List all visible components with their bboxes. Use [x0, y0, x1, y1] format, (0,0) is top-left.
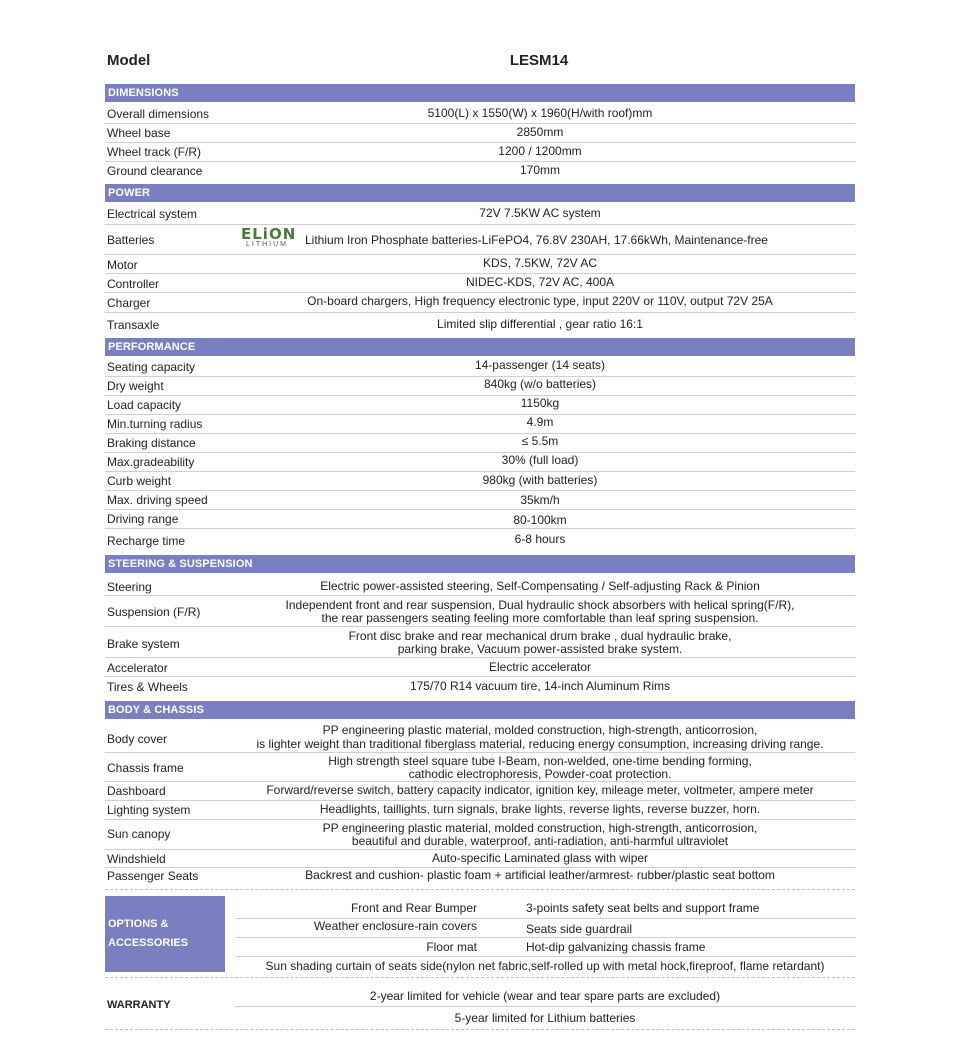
row-label: Min.turning radius	[107, 417, 203, 431]
row-label: Transaxle	[107, 318, 160, 332]
option-item: Hot-dip galvanizing chassis frame	[526, 940, 706, 954]
options-row	[235, 957, 855, 976]
options-label-box	[105, 896, 225, 972]
row-value: 840kg (w/o batteries)	[483, 377, 597, 391]
row-speed	[105, 491, 855, 510]
row-label: Max.gradeability	[107, 455, 195, 469]
row-value-line2: beautiful and durable, waterproof, anti-radiation, anti-harmful ultraviolet	[351, 834, 729, 848]
row-value: Limited slip differential , gear ratio 16:1	[437, 317, 643, 331]
row-label: Steering	[107, 580, 152, 594]
row-electrical	[105, 203, 855, 225]
row-value: 175/70 R14 vacuum tire, 14-inch Aluminum Rims	[409, 679, 671, 693]
row-value: 6-8 hours	[514, 532, 566, 546]
option-item: Floor mat	[426, 940, 477, 954]
row-value-line1: Independent front and rear suspension, Dual hydraulic shock absorbers with helical spring(F/R),	[285, 598, 795, 612]
divider	[105, 889, 855, 890]
row-braking	[105, 434, 855, 453]
row-track	[105, 143, 855, 162]
warranty-battery: 5-year limited for Lithium batteries	[454, 1011, 636, 1025]
option-item: Seats side guardrail	[526, 922, 633, 936]
row-label: Brake system	[107, 637, 180, 651]
options-row	[235, 899, 855, 919]
warranty-row	[235, 986, 855, 1007]
row-value: ≤ 5.5m	[521, 434, 559, 448]
row-value: KDS, 7.5KW, 72V AC	[482, 256, 598, 270]
row-turning	[105, 415, 855, 434]
option-item: 3-points safety seat belts and support frame	[526, 901, 760, 915]
row-lighting	[105, 801, 855, 820]
logo-brand: ELiON	[241, 225, 297, 243]
model-label: Model	[107, 52, 151, 69]
row-value-line2: cathodic electrophoresis, Powder-coat protection.	[408, 767, 672, 781]
row-label: Controller	[107, 277, 160, 291]
row-value: Electric power-assisted steering, Self-Compensating / Self-adjusting Rack & Pinion	[320, 579, 760, 593]
row-label: Curb weight	[107, 474, 172, 488]
options-row	[235, 938, 855, 957]
row-motor	[105, 255, 855, 274]
row-label: Windshield	[107, 852, 166, 866]
option-item: Weather enclosure-rain covers	[313, 919, 477, 933]
row-seats	[105, 868, 855, 888]
row-value: 1200 / 1200mm	[498, 144, 582, 158]
row-label: Accelerator	[107, 661, 168, 675]
row-value-line2: is lighter weight than traditional fiberglass material, reducing energy consumption, increasing driving range.	[256, 737, 824, 751]
section-body: BODY & CHASSIS	[105, 701, 855, 719]
options-row	[235, 919, 855, 938]
row-value: On-board chargers, High frequency electronic type, input 220V or 110V, output 72V 25A	[307, 294, 773, 308]
row-label: Overall dimensions	[107, 107, 210, 121]
row-value: Auto-specific Laminated glass with wiper	[431, 851, 649, 865]
row-value-line2: parking brake, Vacuum power-assisted brake system.	[397, 642, 683, 656]
divider	[105, 977, 855, 978]
row-value: Electric accelerator	[488, 660, 592, 674]
row-value: Headlights, taillights, turn signals, brake lights, reverse lights, reverse buzzer, horn.	[319, 802, 761, 816]
options-label-line2: ACCESSORIES	[108, 937, 189, 949]
row-label: Wheel base	[107, 126, 171, 140]
row-value-line1: High strength steel square tube I-Beam, non-welded, one-time bending forming,	[328, 754, 752, 768]
row-value: 30% (full load)	[501, 453, 579, 467]
row-grade	[105, 453, 855, 472]
row-label: Load capacity	[107, 398, 182, 412]
row-transaxle	[105, 313, 855, 335]
row-suspension	[105, 596, 855, 627]
row-value: 5100(L) x 1550(W) x 1960(H/with roof)mm	[427, 106, 653, 120]
divider	[105, 1029, 855, 1030]
row-accelerator	[105, 658, 855, 677]
row-charger	[105, 293, 855, 313]
row-windshield	[105, 850, 855, 868]
row-value: 35km/h	[520, 493, 560, 507]
row-controller	[105, 274, 855, 293]
row-load	[105, 396, 855, 415]
warranty-label: WARRANTY	[107, 999, 171, 1011]
row-value-line1: Front disc brake and rear mechanical drum brake , dual hydraulic brake,	[348, 629, 732, 643]
row-value-line2: the rear passengers seating feeling more comfortable than leaf spring suspension.	[321, 611, 759, 625]
row-label: Max. driving speed	[107, 493, 208, 507]
row-label: Suspension (F/R)	[107, 605, 201, 619]
row-label: Seating capacity	[107, 360, 196, 374]
row-label: Motor	[107, 258, 138, 272]
row-value: 14-passenger (14 seats)	[474, 358, 606, 372]
row-label: Electrical system	[107, 207, 198, 221]
section-performance: PERFORMANCE	[105, 338, 855, 356]
row-value: 4.9m	[526, 415, 554, 429]
row-label: Body cover	[107, 732, 168, 746]
row-dashboard	[105, 782, 855, 801]
row-label: Ground clearance	[107, 164, 203, 178]
logo-sub: LITHIUM	[246, 241, 288, 248]
model-row	[105, 52, 855, 74]
row-label: Sun canopy	[107, 827, 171, 841]
section-power: POWER	[105, 184, 855, 202]
row-value-line1: PP engineering plastic material, molded construction, high-strength, anticorrosion,	[322, 723, 758, 737]
row-value: 170mm	[519, 163, 560, 177]
row-value-line1: PP engineering plastic material, molded construction, high-strength, anticorrosion,	[322, 821, 758, 835]
row-batteries	[105, 225, 855, 255]
row-value: Lithium Iron Phosphate batteries-LiFePO4, 76.8V 230AH, 17.66kWh, Maintenance-free	[305, 233, 768, 247]
warranty-vehicle: 2-year limited for vehicle (wear and tear spare parts are excluded)	[369, 989, 721, 1003]
row-dryweight	[105, 377, 855, 396]
section-steering: STEERING & SUSPENSION	[105, 555, 855, 573]
row-brake	[105, 627, 855, 658]
option-item: Front and Rear Bumper	[350, 901, 477, 915]
warranty-row	[235, 1007, 855, 1028]
row-label: Batteries	[107, 233, 155, 247]
row-wheelbase	[105, 124, 855, 143]
row-label: Tires & Wheels	[107, 680, 188, 694]
row-steering	[105, 574, 855, 596]
row-canopy	[105, 820, 855, 850]
row-bodycover	[105, 720, 855, 753]
row-value: Forward/reverse switch, battery capacity indicator, ignition key, mileage meter, voltmeter, ampere meter	[266, 783, 814, 797]
row-value: 2850mm	[516, 125, 564, 139]
row-value: 72V 7.5KW AC system	[479, 206, 601, 220]
option-item: Sun shading curtain of seats side(nylon net fabric,self-rolled up with metal hock,fireproof, flame retardant)	[265, 959, 825, 973]
row-label: Dry weight	[107, 379, 164, 393]
row-curb	[105, 472, 855, 491]
row-label: Braking distance	[107, 436, 196, 450]
row-value: Backrest and cushion- plastic foam + artificial leather/armrest- rubber/plastic seat bottom	[305, 868, 775, 882]
row-overall	[105, 103, 855, 124]
row-label: Recharge time	[107, 534, 186, 548]
row-value: 80-100km	[513, 513, 567, 527]
row-value: 1150kg	[520, 396, 560, 410]
row-range	[105, 510, 855, 529]
row-label: Chassis frame	[107, 761, 184, 775]
elion-logo	[241, 227, 301, 249]
row-clearance	[105, 162, 855, 181]
model-value: LESM14	[509, 52, 569, 69]
options-label-line1: OPTIONS &	[108, 918, 169, 930]
row-recharge	[105, 529, 855, 551]
row-chassis	[105, 753, 855, 782]
row-label: Wheel track (F/R)	[107, 145, 202, 159]
row-label: Dashboard	[107, 784, 166, 798]
row-value: NIDEC-KDS, 72V AC, 400A	[465, 275, 615, 289]
row-seating	[105, 357, 855, 377]
row-label: Driving range	[107, 512, 179, 526]
row-label: Lighting system	[107, 803, 191, 817]
section-dimensions: DIMENSIONS	[105, 84, 855, 102]
row-value: 980kg (with batteries)	[482, 473, 598, 487]
row-label: Charger	[107, 296, 151, 310]
row-label: Passenger Seats	[107, 869, 199, 883]
row-tires	[105, 677, 855, 698]
